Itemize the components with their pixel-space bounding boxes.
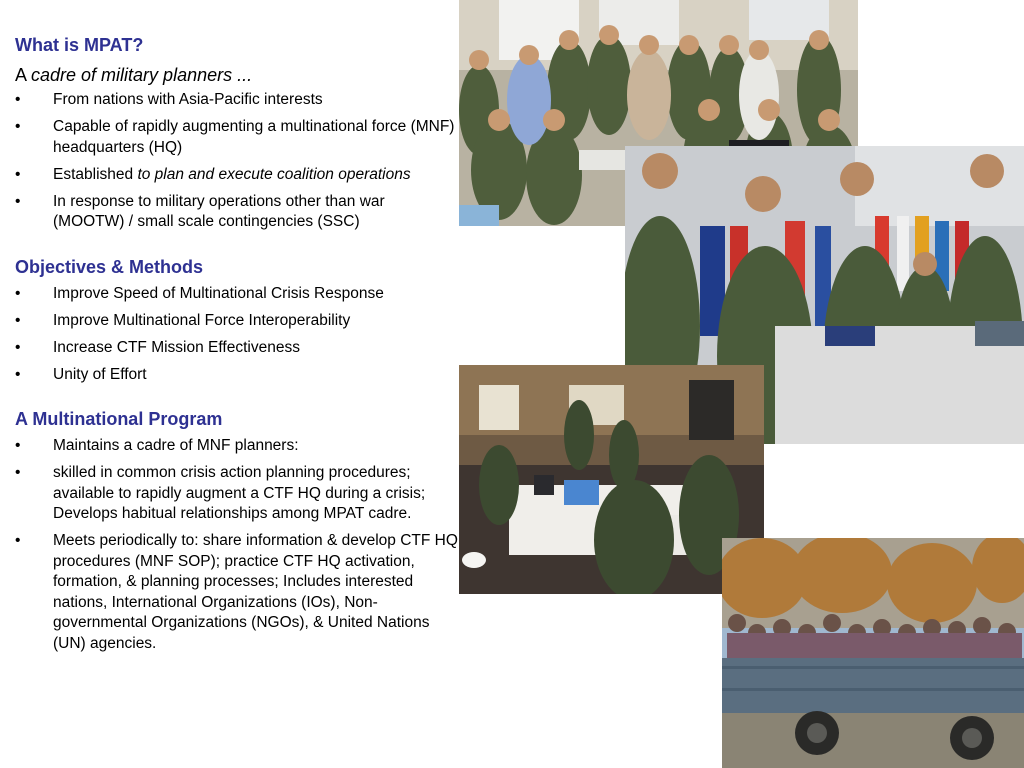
- section-objectives: [15, 256, 460, 386]
- photo-operations-room: [459, 365, 764, 594]
- list-item-emphasis: to plan and execute coalition operations: [137, 165, 411, 183]
- list-item: • Unity of Effort: [15, 365, 460, 386]
- photo-refugees-truck: [722, 538, 1024, 768]
- subheading-prefix: A: [15, 65, 32, 85]
- heading-objectives: Objectives & Methods: [15, 256, 204, 277]
- list-item: • From nations with Asia-Pacific interests: [15, 90, 460, 111]
- list-item: • skilled in common crisis action planning procedures; available to rapidly augment a CTF HQ during a crisis; Develops habitual relationships among MPAT cadre.: [15, 463, 460, 525]
- section-program: [15, 408, 460, 654]
- list-item: • Improve Multinational Force Interoperability: [15, 311, 460, 332]
- heading-what-is-mpat: What is MPAT?: [15, 35, 144, 55]
- heading-program: A Multinational Program: [15, 409, 223, 429]
- list-item: • Capable of rapidly augmenting a multinational force (MNF) headquarters (HQ): [15, 117, 460, 158]
- list-item: • Maintains a cadre of MNF planners:: [15, 436, 460, 457]
- text-column: [15, 34, 460, 661]
- list-item: • In response to military operations other than war (MOOTW) / small scale contingencies (SSC): [15, 192, 460, 233]
- list-item: • Improve Speed of Multinational Crisis Response: [15, 284, 460, 305]
- list-objectives: [15, 284, 460, 386]
- subheading-cadre: [15, 64, 460, 86]
- list-item: [15, 165, 460, 186]
- list-item: • Meets periodically to: share information & develop CTF HQ procedures (MNF SOP); practice CTF HQ activation, formation, & planning processes; Includes interested nations, International Organizations (IOs), Non-governmental Organizations (NGOs), & United Nations (UN) agencies.: [15, 531, 460, 654]
- list-item-prefix: Established: [53, 165, 138, 183]
- list-item: • Increase CTF Mission Effectiveness: [15, 338, 460, 359]
- list-program: [15, 436, 460, 654]
- subheading-emphasis: cadre of military planners ...: [31, 65, 253, 85]
- list-what: [15, 90, 460, 233]
